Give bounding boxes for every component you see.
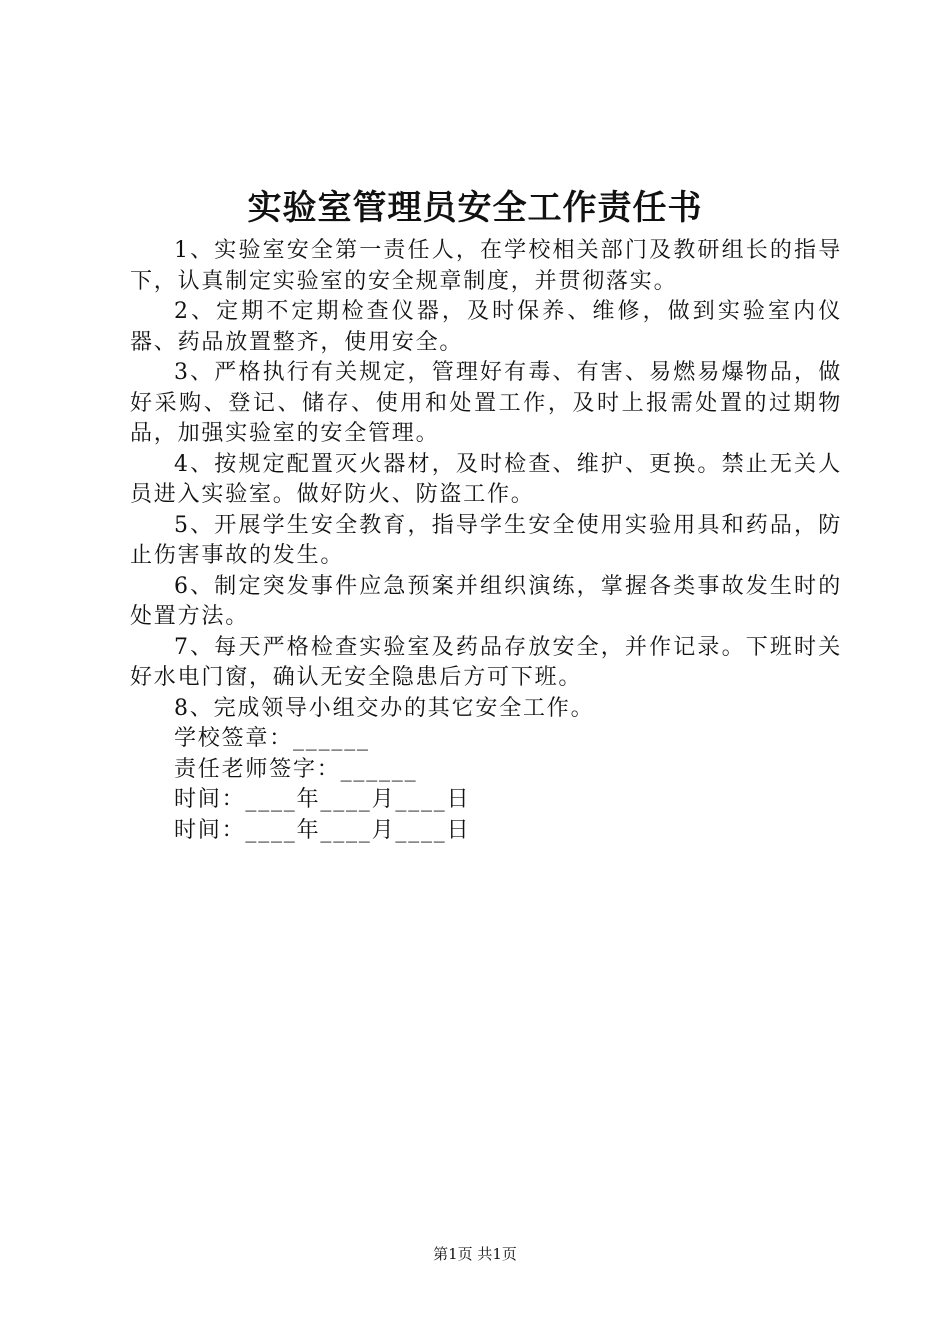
document-title: 实验室管理员安全工作责任书 (247, 188, 703, 228)
date-line-2: 时间：____年____月____日 (174, 817, 471, 843)
clause-1: 1、实验室安全第一责任人，在学校相关部门及教研组长的指导下，认真制定实验室的安全规章制度，并贯彻落实。 (130, 238, 842, 294)
date-line-1: 时间：____年____月____日 (174, 787, 471, 812)
school-seal-line: 学校签章：______ (174, 726, 370, 751)
document-body (130, 236, 842, 846)
page-footer: 第1页 共1页 (433, 1245, 517, 1263)
clause-7: 7、每天严格检查实验室及药品存放安全，并作记录。下班时关好水电门窗，确认无安全隐患后方可下班。 (130, 634, 842, 690)
clause-3: 3、严格执行有关规定，管理好有毒、有害、易燃易爆物品，做好采购、登记、储存、使用和处置工作，及时上报需处置的过期物品，加强实验室的安全管理。 (130, 360, 842, 446)
teacher-signature-line: 责任老师签字：______ (174, 756, 418, 782)
clause-5: 5、开展学生安全教育，指导学生安全使用实验用具和药品，防止伤害事故的发生。 (130, 512, 842, 568)
clause-4: 4、按规定配置灭火器材，及时检查、维护、更换。禁止无关人员进入实验室。做好防火、防盗工作。 (130, 451, 842, 507)
clause-8: 8、完成领导小组交办的其它安全工作。 (174, 695, 595, 721)
clause-2: 2、定期不定期检查仪器，及时保养、维修，做到实验室内仪器、药品放置整齐，使用安全。 (130, 299, 842, 355)
clause-6: 6、制定突发事件应急预案并组织演练，掌握各类事故发生时的处置方法。 (130, 573, 842, 629)
